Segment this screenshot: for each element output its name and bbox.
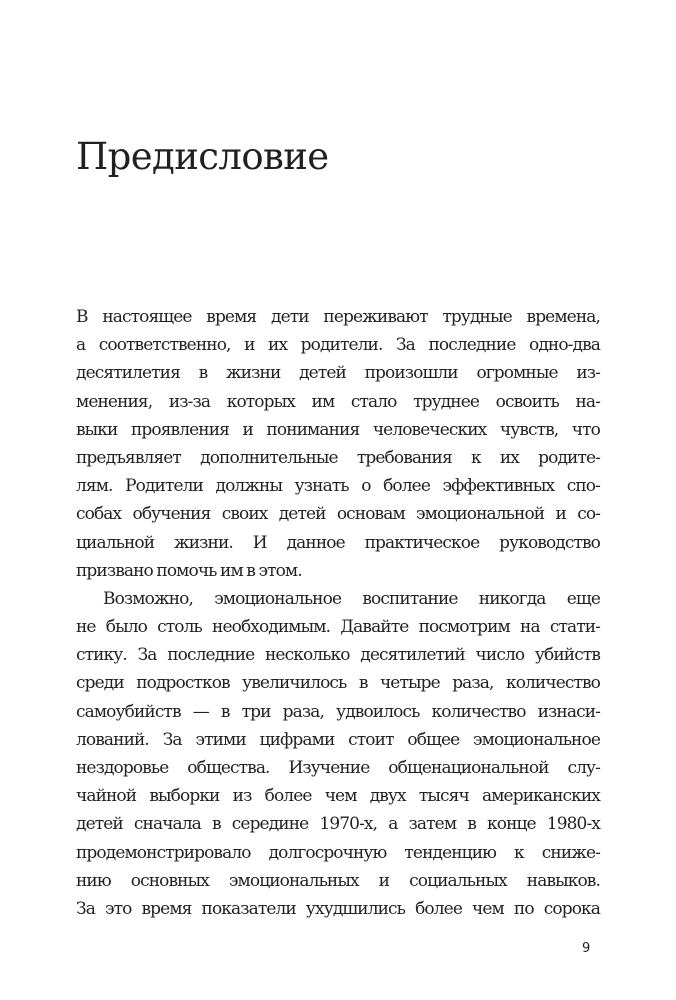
- text-line: менения, из-за которых им стало труднее освоить на-: [76, 391, 600, 412]
- text-line: а соответственно, и их родители. За последние одно-два: [76, 335, 600, 356]
- text-line: чайной выборки из более чем двух тысяч американских: [76, 786, 600, 807]
- page-title: Предисловие: [76, 135, 329, 178]
- text-line: выки проявления и понимания человеческих чувств, что: [76, 419, 600, 440]
- paragraph-1: [76, 303, 600, 585]
- text-line: стику. За последние несколько десятилетий число убийств: [76, 645, 600, 666]
- paragraph-2: [76, 585, 600, 923]
- text-line: нию основных эмоциональных и социальных навыков.: [76, 870, 600, 891]
- text-line: лям. Родители должны узнать о более эффективных спо-: [76, 476, 600, 497]
- text-line: предъявляет дополнительные требования к их родите-: [76, 447, 600, 468]
- text-line: самоубийств — в три раза, удвоилось количество изнаси-: [76, 701, 600, 722]
- text-line: лований. За этими цифрами стоит общее эмоциональное: [76, 729, 600, 750]
- text-line: В настоящее время дети переживают трудные времена,: [76, 307, 600, 327]
- text-line: детей сначала в середине 1970-х, а затем в конце 1980-х: [76, 814, 600, 835]
- text-line: не было столь необходимым. Давайте посмотрим на стати-: [76, 617, 600, 638]
- page-number: 9: [582, 941, 591, 956]
- text-line: Возможно, эмоциональное воспитание никогда еще: [103, 588, 600, 609]
- text-line: десятилетия в жизни детей произошли огромные из-: [76, 363, 600, 384]
- text-line: продемонстрировало долгосрочную тенденцию к сниже-: [76, 842, 600, 863]
- text-line: призвано помочь им в этом.: [76, 560, 302, 581]
- text-line: собах обучения своих детей основам эмоциональной и со-: [76, 504, 600, 525]
- text-line: За это время показатели ухудшились более чем по сорока: [76, 898, 600, 919]
- text-line: среди подростков увеличилось в четыре раза, количество: [76, 673, 600, 694]
- text-line: циальной жизни. И данное практическое руководство: [76, 532, 600, 553]
- body-text: [76, 303, 600, 923]
- text-line: нездоровье общества. Изучение общенациональной слу-: [76, 758, 600, 778]
